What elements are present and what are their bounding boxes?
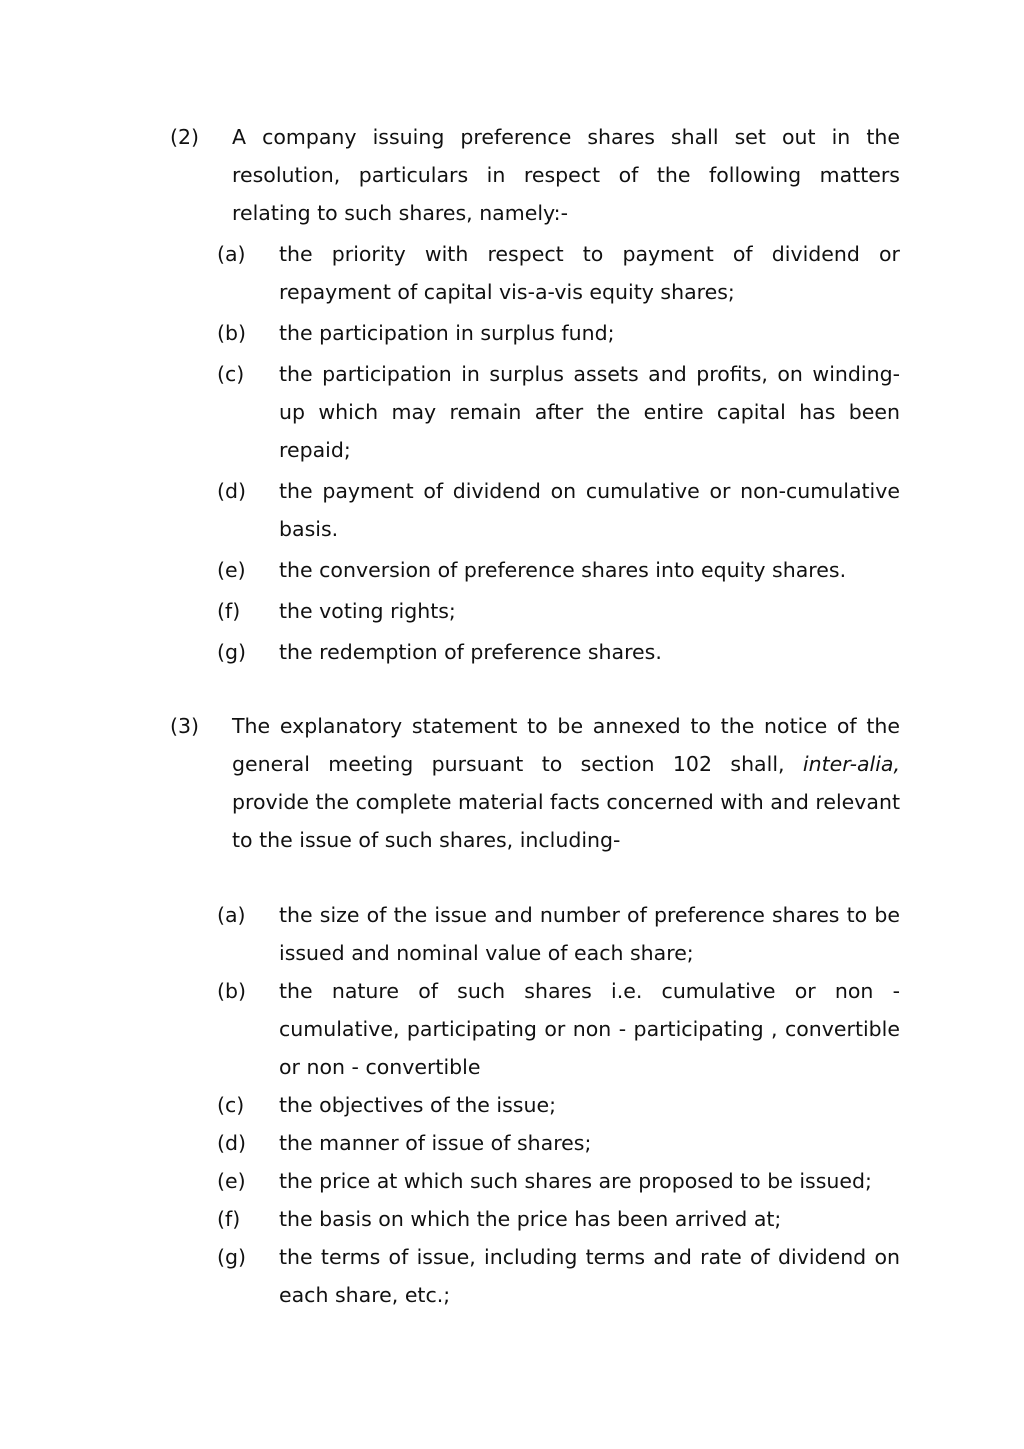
item-text: the voting rights; [279,599,456,623]
item-label: (a) [217,242,246,266]
item-label: (f) [217,599,241,623]
clause-text [232,707,900,859]
italic-term: inter-alia, [802,752,900,776]
item-text: the basis on which the price has been arrived at; [279,1207,782,1231]
item-text: the payment of dividend on cumulative or non-cumulative basis. [279,479,900,541]
item-text: the participation in surplus assets and profits, on winding-up which may remain after the entire capital has been repaid; [279,362,900,462]
clause-text: A company issuing preference shares shall set out in the resolution, particulars in respect of the following matters relating to such shares, namely:- [232,125,900,225]
list-item [217,896,900,972]
list-item [217,592,900,630]
item-label: (e) [217,558,246,582]
item-text: the nature of such shares i.e. cumulative or non - cumulative, participating or non - participating , convertible or non - convertible [279,979,900,1079]
item-text: the participation in surplus fund; [279,321,615,345]
list-item [217,1124,900,1162]
list-item [217,355,900,469]
item-text: the redemption of preference shares. [279,640,662,664]
item-label: (d) [217,479,247,503]
item-label: (e) [217,1169,246,1193]
list-item [217,1200,900,1238]
item-label: (b) [217,321,247,345]
clause-3 [170,707,900,1314]
clause-2 [170,118,900,674]
list-item [217,472,900,548]
list-item [217,633,900,671]
clause-text-part: provide the complete material facts concerned with and relevant to the issue of such shares, including- [232,790,900,852]
item-list [217,235,900,671]
item-text: the size of the issue and number of preference shares to be issued and nominal value of each share; [279,903,900,965]
list-item [217,1162,900,1200]
item-label: (c) [217,362,245,386]
clause-text-part: The explanatory statement to be annexed to the notice of the general meeting pursuant to section 102 shall, [232,714,900,776]
item-text: the terms of issue, including terms and rate of dividend on each share, etc.; [279,1245,900,1307]
item-text: the conversion of preference shares into equity shares. [279,558,847,582]
item-label: (d) [217,1131,247,1155]
item-label: (f) [217,1207,241,1231]
item-label: (g) [217,640,247,664]
item-label: (b) [217,979,247,1003]
item-text: the priority with respect to payment of dividend or repayment of capital vis-a-vis equity shares; [279,242,900,304]
clause-number: (2) [170,125,200,149]
list-item [217,551,900,589]
list-item [217,1238,900,1314]
item-label: (a) [217,903,246,927]
item-label: (c) [217,1093,245,1117]
list-item [217,972,900,1086]
list-item [217,314,900,352]
list-item [217,235,900,311]
item-text: the manner of issue of shares; [279,1131,592,1155]
item-label: (g) [217,1245,247,1269]
item-text: the price at which such shares are proposed to be issued; [279,1169,872,1193]
clause-number: (3) [170,714,200,738]
item-text: the objectives of the issue; [279,1093,556,1117]
list-item [217,1086,900,1124]
item-list [217,896,900,1314]
